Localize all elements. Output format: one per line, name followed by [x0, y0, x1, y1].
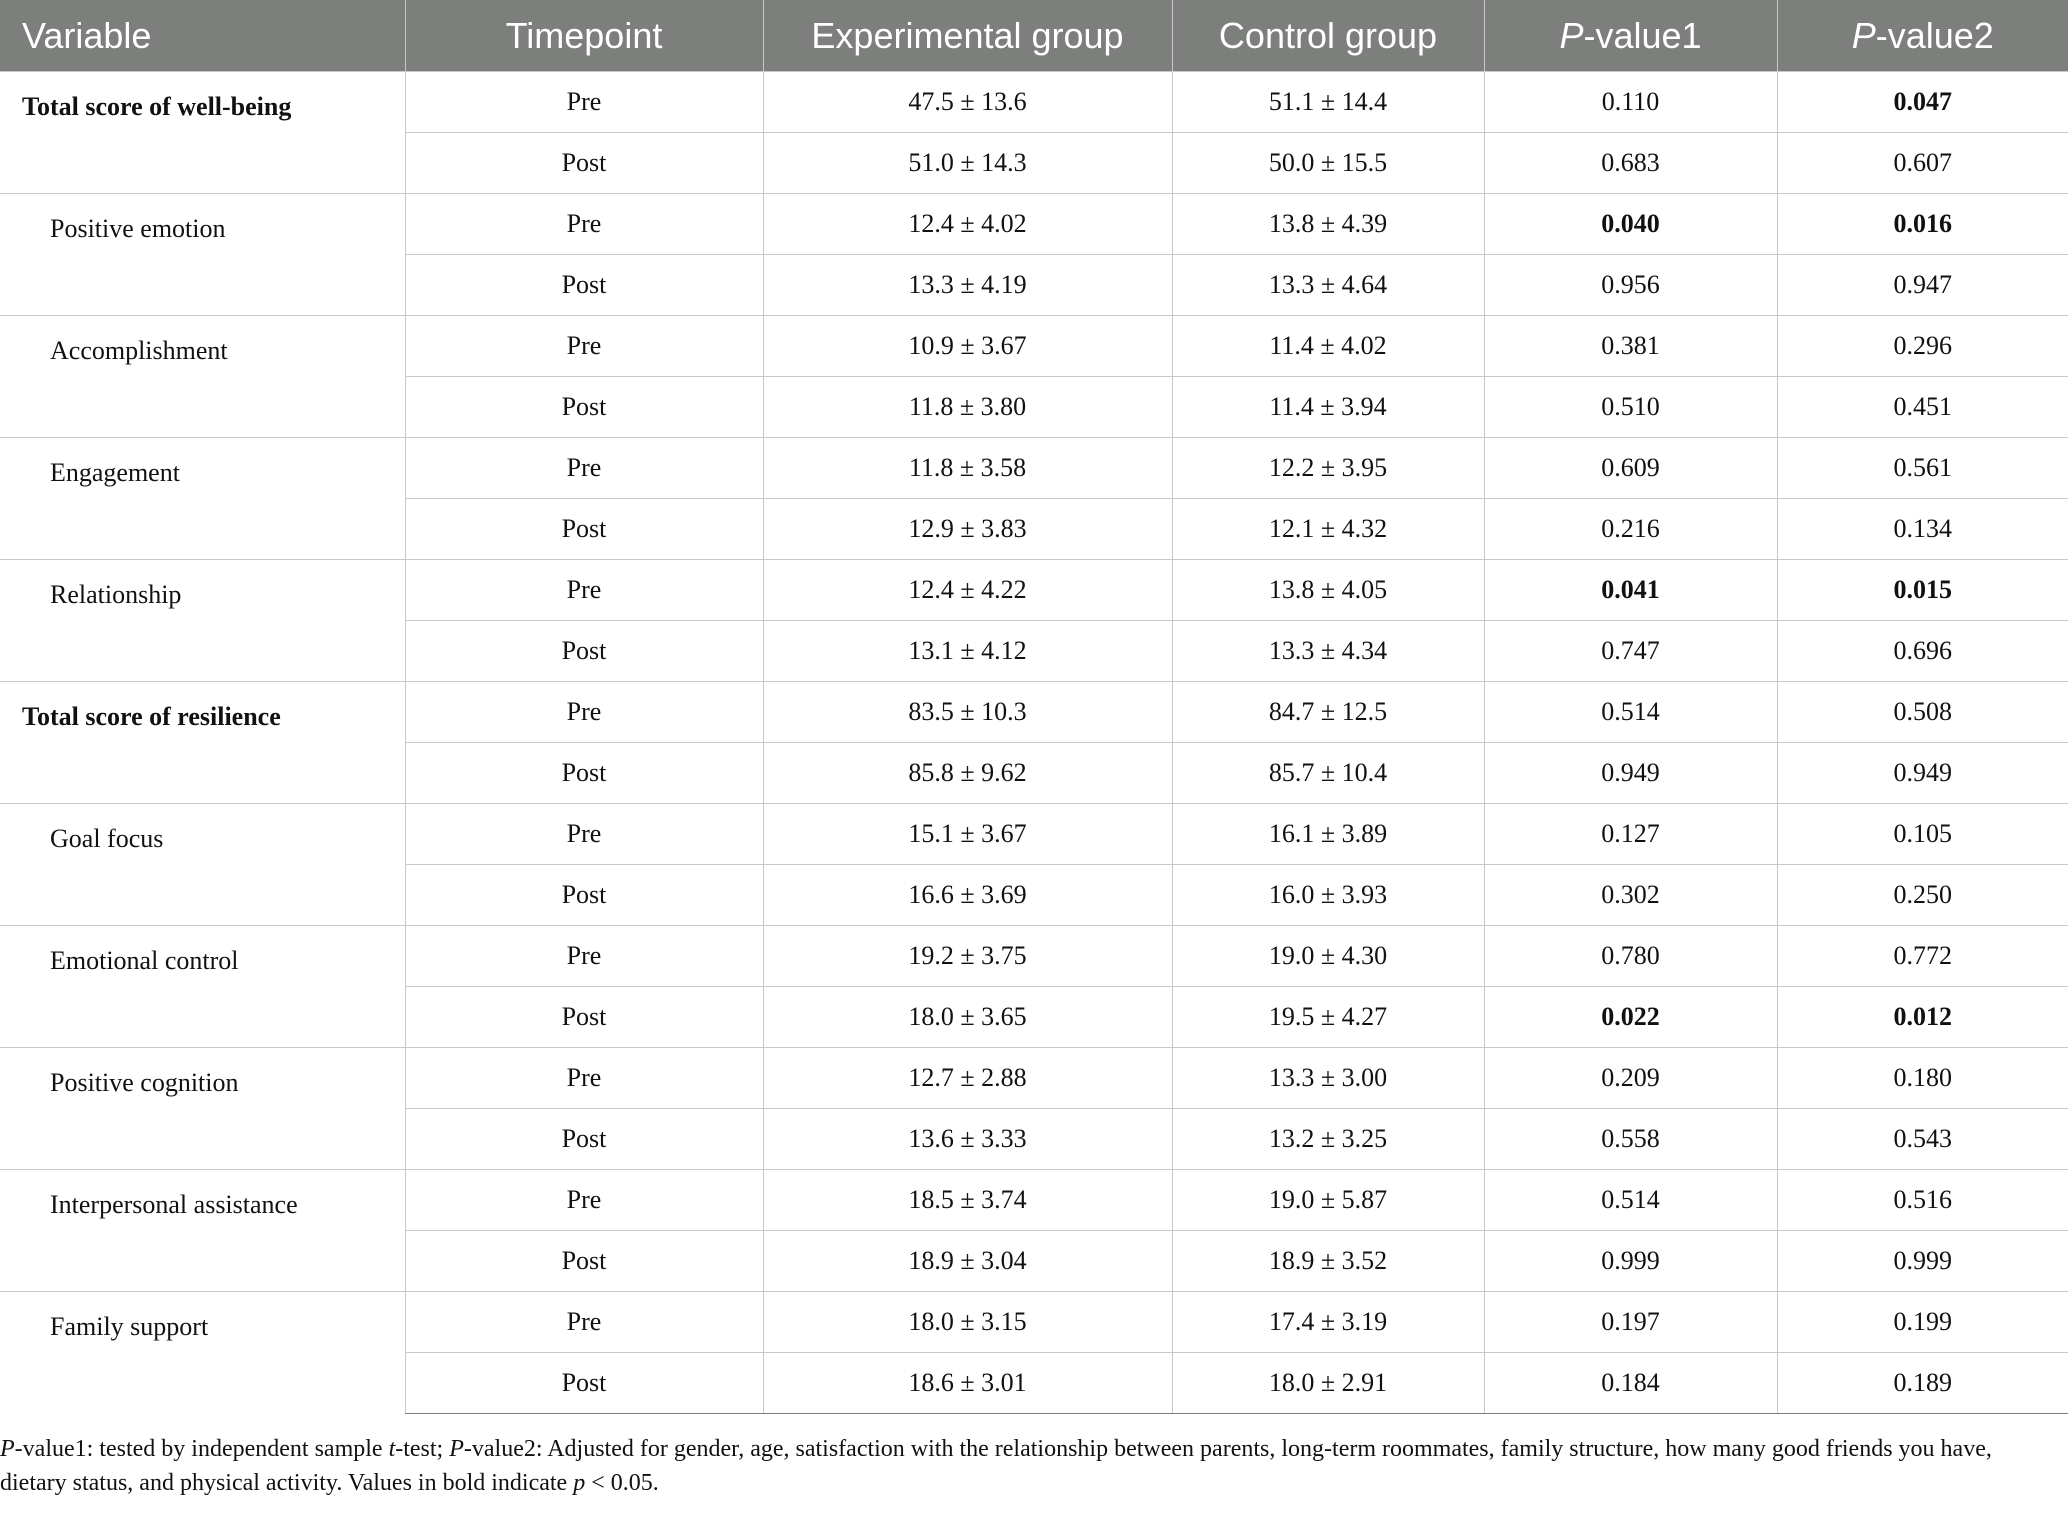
experimental-value-cell: 16.6 ± 3.69 [763, 865, 1172, 926]
table-row [0, 560, 2068, 621]
p-value2-cell: 0.180 [1777, 1048, 2068, 1109]
control-value-cell: 19.5 ± 4.27 [1172, 987, 1484, 1048]
p-value1-cell: 0.510 [1484, 377, 1777, 438]
table-row [0, 1048, 2068, 1109]
variable-cell: Total score of well-being [0, 72, 405, 194]
variable-cell: Family support [0, 1292, 405, 1414]
header-variable: Variable [0, 0, 405, 72]
footnote-p-symbol-2: P [449, 1436, 464, 1462]
control-value-cell: 85.7 ± 10.4 [1172, 743, 1484, 804]
experimental-value-cell: 18.5 ± 3.74 [763, 1170, 1172, 1231]
control-value-cell: 13.3 ± 3.00 [1172, 1048, 1484, 1109]
experimental-value-cell: 13.1 ± 4.12 [763, 621, 1172, 682]
variable-cell: Positive cognition [0, 1048, 405, 1170]
control-value-cell: 17.4 ± 3.19 [1172, 1292, 1484, 1353]
p-value1-cell: 0.558 [1484, 1109, 1777, 1170]
control-value-cell: 12.2 ± 3.95 [1172, 438, 1484, 499]
control-value-cell: 16.0 ± 3.93 [1172, 865, 1484, 926]
header-p-value1-p: P [1559, 14, 1584, 56]
p-value2-cell: 0.949 [1777, 743, 2068, 804]
experimental-value-cell: 12.7 ± 2.88 [763, 1048, 1172, 1109]
experimental-value-cell: 47.5 ± 13.6 [763, 72, 1172, 133]
experimental-value-cell: 13.3 ± 4.19 [763, 255, 1172, 316]
p-value1-cell: 0.184 [1484, 1353, 1777, 1414]
p-value1-cell: 0.381 [1484, 316, 1777, 377]
control-value-cell: 18.9 ± 3.52 [1172, 1231, 1484, 1292]
timepoint-cell: Post [405, 255, 763, 316]
timepoint-cell: Post [405, 621, 763, 682]
p-value1-cell: 0.022 [1484, 987, 1777, 1048]
table-row [0, 804, 2068, 865]
p-value1-cell: 0.999 [1484, 1231, 1777, 1292]
p-value1-cell: 0.683 [1484, 133, 1777, 194]
p-value2-cell: 0.543 [1777, 1109, 2068, 1170]
p-value1-cell: 0.216 [1484, 499, 1777, 560]
p-value2-cell: 0.016 [1777, 194, 2068, 255]
timepoint-cell: Post [405, 1231, 763, 1292]
control-value-cell: 13.3 ± 4.34 [1172, 621, 1484, 682]
timepoint-cell: Pre [405, 316, 763, 377]
header-p-value1 [1484, 0, 1777, 72]
control-value-cell: 16.1 ± 3.89 [1172, 804, 1484, 865]
p-value1-cell: 0.110 [1484, 72, 1777, 133]
p-value2-cell: 0.015 [1777, 560, 2068, 621]
table-row [0, 438, 2068, 499]
timepoint-cell: Post [405, 1353, 763, 1414]
footnote-t-test-text: -test; [395, 1436, 450, 1462]
control-value-cell: 11.4 ± 3.94 [1172, 377, 1484, 438]
header-control-group: Control group [1172, 0, 1484, 72]
p-value1-cell: 0.127 [1484, 804, 1777, 865]
experimental-value-cell: 51.0 ± 14.3 [763, 133, 1172, 194]
control-value-cell: 13.8 ± 4.05 [1172, 560, 1484, 621]
header-p-value2 [1777, 0, 2068, 72]
table-row [0, 926, 2068, 987]
experimental-value-cell: 18.0 ± 3.15 [763, 1292, 1172, 1353]
experimental-value-cell: 15.1 ± 3.67 [763, 804, 1172, 865]
p-value2-cell: 0.451 [1777, 377, 2068, 438]
timepoint-cell: Pre [405, 438, 763, 499]
p-value2-cell: 0.772 [1777, 926, 2068, 987]
table-row [0, 682, 2068, 743]
variable-cell: Goal focus [0, 804, 405, 926]
timepoint-cell: Post [405, 499, 763, 560]
table-row [0, 72, 2068, 133]
experimental-value-cell: 11.8 ± 3.80 [763, 377, 1172, 438]
p-value2-cell: 0.250 [1777, 865, 2068, 926]
p-value1-cell: 0.041 [1484, 560, 1777, 621]
footnote-p-value2-text: -value2: Adjusted for gender, age, satisfaction with the relationship between parents, long-term roommates, family structure, how many good friends you have, dietary status, and physical activity. Values in bold indicate [0, 1436, 1992, 1496]
p-value1-cell: 0.956 [1484, 255, 1777, 316]
control-value-cell: 84.7 ± 12.5 [1172, 682, 1484, 743]
experimental-value-cell: 18.6 ± 3.01 [763, 1353, 1172, 1414]
timepoint-cell: Pre [405, 72, 763, 133]
experimental-value-cell: 85.8 ± 9.62 [763, 743, 1172, 804]
timepoint-cell: Post [405, 1109, 763, 1170]
experimental-value-cell: 10.9 ± 3.67 [763, 316, 1172, 377]
variable-cell: Relationship [0, 560, 405, 682]
control-value-cell: 13.3 ± 4.64 [1172, 255, 1484, 316]
footnote-p-symbol-1: P [0, 1436, 15, 1462]
p-value1-cell: 0.780 [1484, 926, 1777, 987]
experimental-value-cell: 11.8 ± 3.58 [763, 438, 1172, 499]
table-body [0, 72, 2068, 1414]
experimental-value-cell: 18.0 ± 3.65 [763, 987, 1172, 1048]
timepoint-cell: Pre [405, 1048, 763, 1109]
header-p-value1-suffix: -value1 [1583, 14, 1702, 56]
p-value1-cell: 0.609 [1484, 438, 1777, 499]
variable-cell: Total score of resilience [0, 682, 405, 804]
timepoint-cell: Pre [405, 682, 763, 743]
control-value-cell: 11.4 ± 4.02 [1172, 316, 1484, 377]
timepoint-cell: Pre [405, 804, 763, 865]
table-row [0, 316, 2068, 377]
experimental-value-cell: 13.6 ± 3.33 [763, 1109, 1172, 1170]
p-value2-cell: 0.199 [1777, 1292, 2068, 1353]
p-value2-cell: 0.508 [1777, 682, 2068, 743]
control-value-cell: 13.2 ± 3.25 [1172, 1109, 1484, 1170]
table-header [0, 0, 2068, 72]
header-row [0, 0, 2068, 72]
p-value1-cell: 0.209 [1484, 1048, 1777, 1109]
table-footnote [0, 1432, 2040, 1500]
timepoint-cell: Post [405, 377, 763, 438]
variable-cell: Accomplishment [0, 316, 405, 438]
p-value1-cell: 0.949 [1484, 743, 1777, 804]
table-row [0, 1292, 2068, 1353]
p-value2-cell: 0.296 [1777, 316, 2068, 377]
experimental-value-cell: 83.5 ± 10.3 [763, 682, 1172, 743]
control-value-cell: 13.8 ± 4.39 [1172, 194, 1484, 255]
footnote-p-symbol-3: p [573, 1470, 586, 1496]
experimental-value-cell: 12.4 ± 4.02 [763, 194, 1172, 255]
p-value1-cell: 0.514 [1484, 1170, 1777, 1231]
footnote-t-symbol: t [388, 1436, 396, 1462]
p-value2-cell: 0.105 [1777, 804, 2068, 865]
control-value-cell: 19.0 ± 4.30 [1172, 926, 1484, 987]
timepoint-cell: Pre [405, 1292, 763, 1353]
p-value2-cell: 0.696 [1777, 621, 2068, 682]
timepoint-cell: Pre [405, 194, 763, 255]
p-value2-cell: 0.012 [1777, 987, 2068, 1048]
timepoint-cell: Post [405, 743, 763, 804]
header-timepoint: Timepoint [405, 0, 763, 72]
control-value-cell: 50.0 ± 15.5 [1172, 133, 1484, 194]
header-experimental-group: Experimental group [763, 0, 1172, 72]
timepoint-cell: Pre [405, 1170, 763, 1231]
p-value2-cell: 0.561 [1777, 438, 2068, 499]
timepoint-cell: Post [405, 133, 763, 194]
p-value1-cell: 0.040 [1484, 194, 1777, 255]
footnote-threshold: < 0.05. [585, 1470, 659, 1496]
experimental-value-cell: 12.4 ± 4.22 [763, 560, 1172, 621]
experimental-value-cell: 19.2 ± 3.75 [763, 926, 1172, 987]
variable-cell: Interpersonal assistance [0, 1170, 405, 1292]
variable-cell: Engagement [0, 438, 405, 560]
p-value2-cell: 0.999 [1777, 1231, 2068, 1292]
p-value2-cell: 0.134 [1777, 499, 2068, 560]
timepoint-cell: Post [405, 865, 763, 926]
p-value1-cell: 0.302 [1484, 865, 1777, 926]
timepoint-cell: Pre [405, 560, 763, 621]
timepoint-cell: Pre [405, 926, 763, 987]
p-value2-cell: 0.516 [1777, 1170, 2068, 1231]
control-value-cell: 18.0 ± 2.91 [1172, 1353, 1484, 1414]
p-value2-cell: 0.189 [1777, 1353, 2068, 1414]
control-value-cell: 19.0 ± 5.87 [1172, 1170, 1484, 1231]
control-value-cell: 51.1 ± 14.4 [1172, 72, 1484, 133]
header-p-value2-p: P [1851, 14, 1876, 56]
header-p-value2-suffix: -value2 [1875, 14, 1994, 56]
p-value2-cell: 0.947 [1777, 255, 2068, 316]
experimental-value-cell: 18.9 ± 3.04 [763, 1231, 1172, 1292]
control-value-cell: 12.1 ± 4.32 [1172, 499, 1484, 560]
p-value1-cell: 0.197 [1484, 1292, 1777, 1353]
variable-cell: Emotional control [0, 926, 405, 1048]
timepoint-cell: Post [405, 987, 763, 1048]
table-row [0, 194, 2068, 255]
p-value2-cell: 0.607 [1777, 133, 2068, 194]
p-value2-cell: 0.047 [1777, 72, 2068, 133]
variable-cell: Positive emotion [0, 194, 405, 316]
experimental-value-cell: 12.9 ± 3.83 [763, 499, 1172, 560]
footnote-p-value1-text: -value1: tested by independent sample [14, 1436, 389, 1462]
p-value1-cell: 0.514 [1484, 682, 1777, 743]
p-value1-cell: 0.747 [1484, 621, 1777, 682]
table-row [0, 1170, 2068, 1231]
